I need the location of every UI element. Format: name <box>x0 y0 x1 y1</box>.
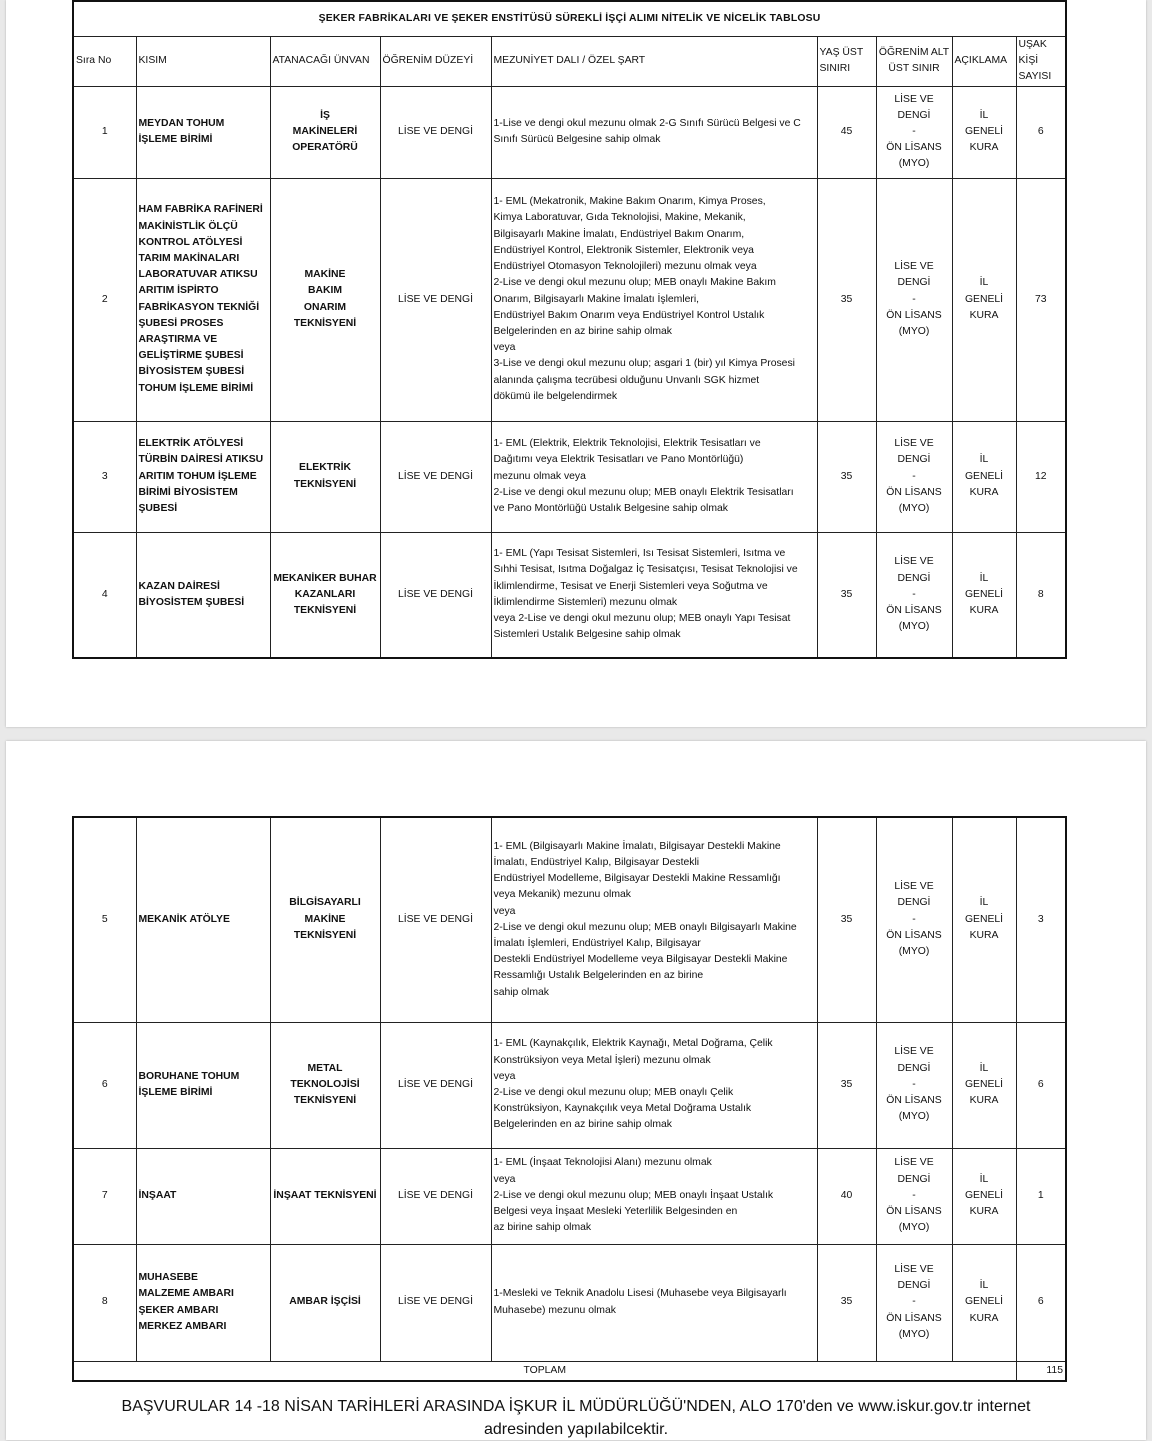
row-unvan: İNŞAAT TEKNİSYENİ <box>270 1148 380 1244</box>
row-kisi-sayisi: 3 <box>1016 817 1066 1022</box>
total-value: 115 <box>1016 1361 1066 1381</box>
row-kisim: HAM FABRİKA RAFİNERİ MAKİNİSTLİK ÖLÇÜ KONTROL ATÖLYESİ TARIM MAKİNALARI LABORATUVAR ATIKSU ARITIM İSPİRTO FABRİKASYON TEKNİĞİ ŞUBESİ PROSES ARAŞTIRMA VE GELİŞTİRME ŞUBESİ BİYOSİSTEM ŞUBESİ TOHUM İŞLEME BİRİMİ <box>136 178 270 421</box>
table-row <box>73 1022 1066 1148</box>
row-ogrenim-sinir: LİSE VE DENGİ - ÖN LİSANS (MYO) <box>876 817 952 1022</box>
application-note-line-1: BAŞVURULAR 14 -18 NİSAN TARİHLERİ ARASINDA İŞKUR İL MÜDÜRLÜĞÜ'NDEN, ALO 170'den ve www.iskur.gov.tr internet <box>121 1398 1031 1415</box>
row-unvan: ELEKTRİK TEKNİSYENİ <box>270 421 380 532</box>
application-note-line-2: adresinden yapılabilcektir. <box>483 1421 669 1438</box>
header-ogrenim-sinir: ÖĞRENİM ALT ÜST SINIR <box>876 37 952 87</box>
row-yas: 35 <box>817 421 876 532</box>
recruitment-table-part-2 <box>72 816 1067 1382</box>
row-kisi-sayisi: 12 <box>1016 421 1066 532</box>
row-yas: 35 <box>817 1022 876 1148</box>
row-aciklama: İL GENELİ KURA <box>952 1022 1016 1148</box>
header-ogrenim: ÖĞRENİM DÜZEYİ <box>380 37 491 87</box>
row-no: 7 <box>73 1148 136 1244</box>
row-mezuniyet: 1- EML (İnşaat Teknolojisi Alanı) mezunu olmak veya 2-Lise ve dengi okul mezunu olup; MEB onaylı İnşaat Ustalık Belgesi veya İnşaat Mesleki Yeterlilik Belgesinden en az birine sahip olmak <box>491 1148 817 1244</box>
table-row <box>73 1244 1066 1361</box>
row-ogrenim-sinir: LİSE VE DENGİ - ÖN LİSANS (MYO) <box>876 1022 952 1148</box>
row-kisi-sayisi: 1 <box>1016 1148 1066 1244</box>
row-yas: 35 <box>817 532 876 658</box>
row-mezuniyet: 1- EML (Yapı Tesisat Sistemleri, Isı Tesisat Sistemleri, Isıtma ve Sıhhi Tesisat, Isıtma Doğalgaz İç Tesisatçısı, Tesisat Teknolojisi ve İklimlendirme, Tesisat ve Enerji Sistemleri veya Soğutma ve İklimlendirme Sistemleri) mezunu olmak veya 2-Lise ve dengi okul mezunu olup; MEB onaylı Yapı Tesisat Sistemleri Ustalık Belgesine sahip olmak <box>491 532 817 658</box>
row-ogrenim: LİSE VE DENGİ <box>380 421 491 532</box>
row-no: 1 <box>73 86 136 178</box>
row-no: 4 <box>73 532 136 658</box>
row-kisim: MUHASEBE MALZEME AMBARI ŞEKER AMBARI MERKEZ AMBARI <box>136 1244 270 1361</box>
row-ogrenim: LİSE VE DENGİ <box>380 86 491 178</box>
row-kisim: KAZAN DAİRESİ BİYOSİSTEM ŞUBESİ <box>136 532 270 658</box>
row-unvan: METAL TEKNOLOJİSİ TEKNİSYENİ <box>270 1022 380 1148</box>
row-ogrenim-sinir: LİSE VE DENGİ - ÖN LİSANS (MYO) <box>876 86 952 178</box>
row-ogrenim: LİSE VE DENGİ <box>380 178 491 421</box>
header-aciklama: AÇIKLAMA <box>952 37 1016 87</box>
row-unvan: MAKİNE BAKIM ONARIM TEKNİSYENİ <box>270 178 380 421</box>
row-ogrenim-sinir: LİSE VE DENGİ - ÖN LİSANS (MYO) <box>876 1244 952 1361</box>
row-ogrenim: LİSE VE DENGİ <box>380 532 491 658</box>
row-kisim: ELEKTRİK ATÖLYESİ TÜRBİN DAİRESİ ATIKSU ARITIM TOHUM İŞLEME BİRİMİ BİYOSİSTEM ŞUBESİ <box>136 421 270 532</box>
total-row <box>73 1361 1066 1381</box>
row-no: 6 <box>73 1022 136 1148</box>
row-mezuniyet: 1- EML (Elektrik, Elektrik Teknolojisi, Elektrik Tesisatları ve Dağıtımı veya Elektrik Tesisatları ve Pano Montörlüğü) mezunu olmak veya 2-Lise ve dengi okul mezunu olup; MEB onaylı Elektrik Tesisatları ve Pano Montörlüğü Ustalık Belgesine sahip olmak <box>491 421 817 532</box>
row-ogrenim: LİSE VE DENGİ <box>380 1022 491 1148</box>
row-kisim: MEYDAN TOHUM İŞLEME BİRİMİ <box>136 86 270 178</box>
row-yas: 35 <box>817 1244 876 1361</box>
header-unvan: ATANACAĞI ÜNVAN <box>270 37 380 87</box>
row-yas: 45 <box>817 86 876 178</box>
document-title: ŞEKER FABRİKALARI VE ŞEKER ENSTİTÜSÜ SÜREKLİ İŞÇİ ALIMI NİTELİK VE NİCELİK TABLOSU <box>73 1 1066 37</box>
row-mezuniyet: 1- EML (Kaynakçılık, Elektrik Kaynağı, Metal Doğrama, Çelik Konstrüksiyon veya Metal İşleri) mezunu olmak veya 2-Lise ve dengi okul mezunu olup; MEB onaylı Çelik Konstrüksiyon, Kaynakçılık veya Metal Doğrama Ustalık Belgelerinden en az birine sahip olmak <box>491 1022 817 1148</box>
row-kisim: MEKANİK ATÖLYE <box>136 817 270 1022</box>
row-mezuniyet: 1- EML (Bilgisayarlı Makine İmalatı, Bilgisayar Destekli Makine İmalatı, Endüstriyel Kalıp, Bilgisayar Destekli Endüstriyel Modelleme, Bilgisayar Destekli Makine Ressamlığı veya Mekanik) mezunu olmak veya 2-Lise ve dengi okul mezunu olup; MEB onaylı Bilgisayarlı Makine İmalatı İşlemleri, Endüstriyel Kalıp, Bilgisayar Destekli Endüstriyel Modelleme veya Bilgisayar Destekli Makine Ressamlığı Ustalık Belgelerinden en az birine sahip olmak <box>491 817 817 1022</box>
row-kisi-sayisi: 6 <box>1016 1022 1066 1148</box>
table-row <box>73 1148 1066 1244</box>
row-ogrenim: LİSE VE DENGİ <box>380 1244 491 1361</box>
table-header-row <box>73 37 1066 87</box>
row-yas: 35 <box>817 178 876 421</box>
row-kisim: BORUHANE TOHUM İŞLEME BİRİMİ <box>136 1022 270 1148</box>
row-kisi-sayisi: 73 <box>1016 178 1066 421</box>
table-row <box>73 532 1066 658</box>
row-mezuniyet: 1-Mesleki ve Teknik Anadolu Lisesi (Muhasebe veya Bilgisayarlı Muhasebe) mezunu olmak <box>491 1244 817 1361</box>
row-unvan: MEKANİKER BUHAR KAZANLARI TEKNİSYENİ <box>270 532 380 658</box>
row-aciklama: İL GENELİ KURA <box>952 86 1016 178</box>
row-no: 3 <box>73 421 136 532</box>
header-kisim: KISIM <box>136 37 270 87</box>
table-row <box>73 817 1066 1022</box>
row-unvan: AMBAR İŞÇİSİ <box>270 1244 380 1361</box>
table-row <box>73 421 1066 532</box>
row-aciklama: İL GENELİ KURA <box>952 817 1016 1022</box>
header-sira-no: Sıra No <box>73 37 136 87</box>
table-row <box>73 86 1066 178</box>
row-yas: 40 <box>817 1148 876 1244</box>
row-unvan: BİLGİSAYARLI MAKİNE TEKNİSYENİ <box>270 817 380 1022</box>
header-yas: YAŞ ÜST SINIRI <box>817 37 876 87</box>
header-mezuniyet: MEZUNİYET DALI / ÖZEL ŞART <box>491 37 817 87</box>
row-aciklama: İL GENELİ KURA <box>952 532 1016 658</box>
row-kisi-sayisi: 8 <box>1016 532 1066 658</box>
document-page-1 <box>6 0 1146 727</box>
row-aciklama: İL GENELİ KURA <box>952 421 1016 532</box>
row-no: 5 <box>73 817 136 1022</box>
total-label: TOPLAM <box>73 1361 1016 1381</box>
row-ogrenim-sinir: LİSE VE DENGİ - ÖN LİSANS (MYO) <box>876 178 952 421</box>
row-ogrenim-sinir: LİSE VE DENGİ - ÖN LİSANS (MYO) <box>876 1148 952 1244</box>
recruitment-table-part-1 <box>72 0 1067 659</box>
row-kisi-sayisi: 6 <box>1016 86 1066 178</box>
row-ogrenim-sinir: LİSE VE DENGİ - ÖN LİSANS (MYO) <box>876 421 952 532</box>
row-mezuniyet: 1-Lise ve dengi okul mezunu olmak 2-G Sınıfı Sürücü Belgesi ve C Sınıfı Sürücü Belgesine sahip olmak <box>491 86 817 178</box>
row-no: 8 <box>73 1244 136 1361</box>
row-ogrenim-sinir: LİSE VE DENGİ - ÖN LİSANS (MYO) <box>876 532 952 658</box>
row-aciklama: İL GENELİ KURA <box>952 178 1016 421</box>
document-page-2 <box>6 741 1146 1440</box>
row-ogrenim: LİSE VE DENGİ <box>380 817 491 1022</box>
row-unvan: İŞ MAKİNELERİ OPERATÖRÜ <box>270 86 380 178</box>
row-kisim: İNŞAAT <box>136 1148 270 1244</box>
row-aciklama: İL GENELİ KURA <box>952 1148 1016 1244</box>
header-kisi-sayisi: UŞAK KİŞİ SAYISI <box>1016 37 1066 87</box>
row-no: 2 <box>73 178 136 421</box>
row-yas: 35 <box>817 817 876 1022</box>
table-row <box>73 178 1066 421</box>
row-ogrenim: LİSE VE DENGİ <box>380 1148 491 1244</box>
row-aciklama: İL GENELİ KURA <box>952 1244 1016 1361</box>
row-kisi-sayisi: 6 <box>1016 1244 1066 1361</box>
row-mezuniyet: 1- EML (Mekatronik, Makine Bakım Onarım, Kimya Proses, Kimya Laboratuvar, Gıda Teknolojisi, Makine, Mekanik, Bilgisayarlı Makine İmalatı, Endüstriyel Bakım Onarım, Endüstriyel Kontrol, Elektronik Sistemler, Elektronik veya Endüstriyel Otomasyon Teknolojileri) mezunu olmak veya 2-Lise ve dengi okul mezunu olup; MEB onaylı Makine Bakım Onarım, Bilgisayarlı Makine İmalatı İşlemleri, Endüstriyel Bakım Onarım veya Endüstriyel Kontrol Ustalık Belgelerinden en az birine sahip olmak veya 3-Lise ve dengi okul mezunu olup; asgari 1 (bir) yıl Kimya Prosesi alanında çalışma tecrübesi olduğunu Unvanlı SGK hizmet dökümü ile belgelendirmek <box>491 178 817 421</box>
